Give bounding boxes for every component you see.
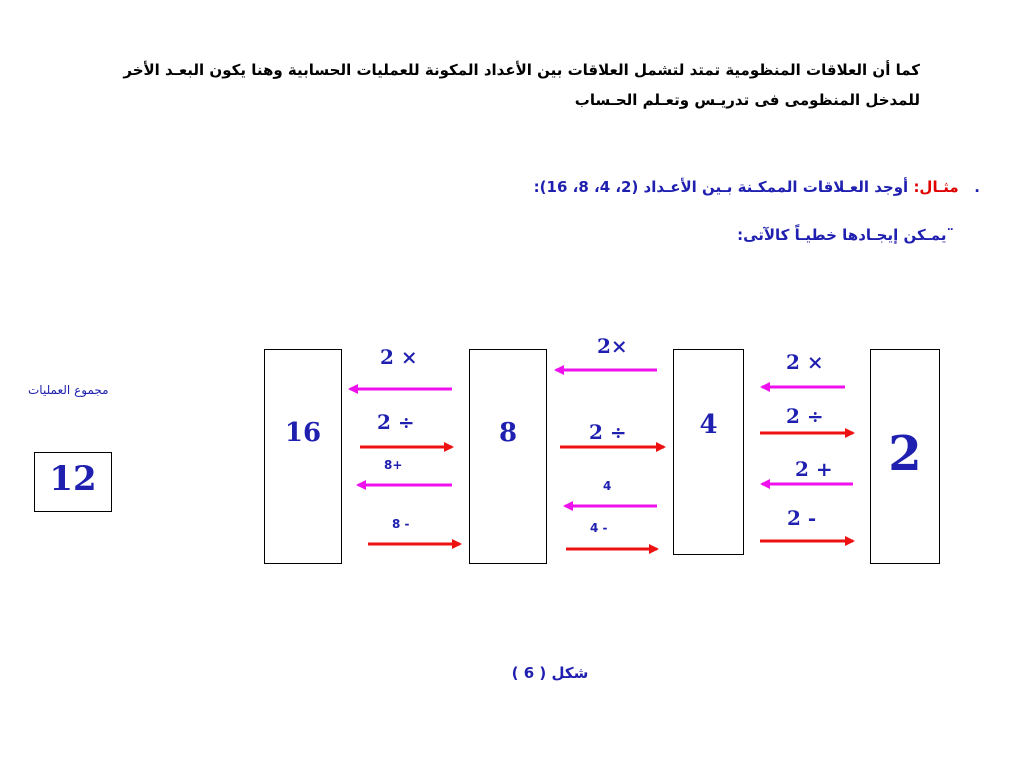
number-4: 4 bbox=[699, 410, 718, 440]
op-g2-minus: 4 - bbox=[590, 521, 608, 535]
example-lead: مثـال: bbox=[913, 178, 959, 196]
intro-line-2: للمدخل المنظومى فى تدريـس وتعـلم الحـساب bbox=[574, 91, 920, 109]
op-g2-times: 2× bbox=[597, 334, 628, 358]
number-2: 2 bbox=[888, 426, 922, 482]
total-value: 12 bbox=[49, 459, 97, 499]
op-g1-minus: 8 - bbox=[392, 517, 410, 531]
op-g1-plus: 8+ bbox=[384, 458, 403, 472]
op-g2-plus: 4 bbox=[603, 479, 612, 493]
example-subtext: ¨يمـكن إيجـادها خطيـاً كالآتى: bbox=[737, 226, 954, 244]
op-g3-plus: 2 + bbox=[795, 457, 833, 481]
figure-caption: شكل ( 6 ) bbox=[511, 664, 589, 682]
op-g1-div: 2 ÷ bbox=[377, 410, 415, 434]
op-g1-times: 2 × bbox=[380, 345, 418, 369]
example-bullet: . bbox=[974, 178, 980, 196]
number-8: 8 bbox=[498, 418, 518, 448]
intro-line-1: كما أن العلاقات المنظومية تمتد لتشمل العلاقات بين الأعداد المكونة للعمليات الحسابية وهنا يكون البعـد الأخر bbox=[123, 61, 920, 79]
total-label: مجموع العمليات bbox=[28, 383, 109, 397]
number-16: 16 bbox=[284, 418, 322, 448]
op-g2-div: 2 ÷ bbox=[589, 420, 627, 444]
example-text: أوجد العـلاقات الممكـنة بـين الأعـداد (2، 4، 8، 16): bbox=[533, 178, 909, 196]
total-box bbox=[34, 452, 112, 512]
op-g3-times: 2 × bbox=[786, 350, 824, 374]
op-g3-div: 2 ÷ bbox=[786, 404, 824, 428]
op-g3-minus: 2 - bbox=[787, 506, 817, 530]
